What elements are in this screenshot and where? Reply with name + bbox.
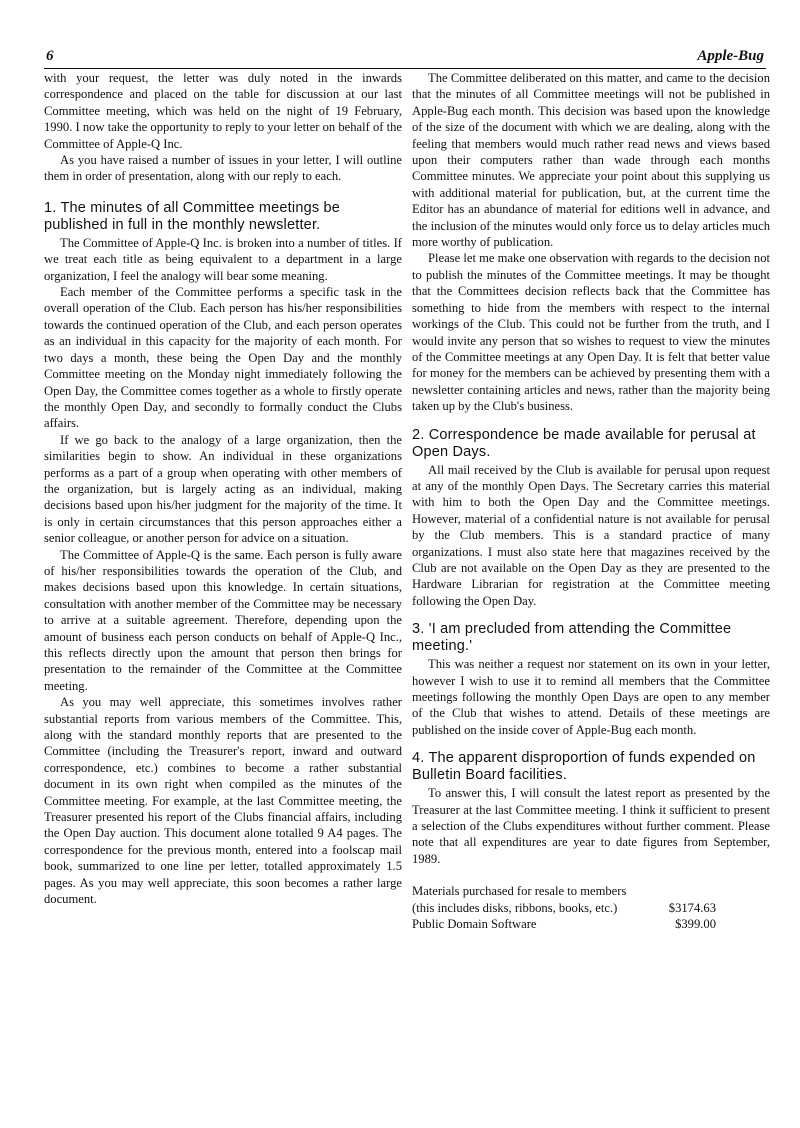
expenditure-amount: $399.00 — [675, 917, 716, 932]
expenditure-list — [412, 883, 770, 932]
expenditure-label: Public Domain Software — [412, 917, 537, 932]
section-heading: 2. Correspondence be made available for perusal at Open Days. — [412, 426, 756, 460]
paragraph: The Committee deliberated on this matter, and came to the decision that the minutes of all Committee meetings will not be published in Apple-Bug each month. This decision was based upon the knowledge of the size of the document with which we are dealing, along with the feeling that members would much rather read news and views based upon their computers rather than wade through each months Committee minutes. We appreciate your point about this supplying us with additional material for publication, but, at the current time the Editor has an abundance of material for editions well in advance, and the inclusion of the minutes would only force us to delay articles much more worthy of publication. — [412, 71, 770, 250]
expenditure-row — [412, 900, 770, 916]
expenditure-row — [412, 916, 770, 932]
section-heading: 1. The minutes of all Committee meetings be published in full in the monthly newsletter. — [44, 199, 341, 233]
paragraph: The Committee of Apple-Q Inc. is broken into a number of titles. If we treat each title as being equivalent to a department in a large organization, I feel the analogy will bear some meaning. — [44, 235, 402, 283]
paragraph: As you have raised a number of issues in your letter, I will outline them in order of presentation, along with our reply to each. — [44, 153, 402, 184]
section-heading: 4. The apparent disproportion of funds expended on Bulletin Board facilities. — [412, 750, 756, 784]
expenditure-amount: $3174.63 — [668, 900, 716, 915]
paragraph: The Committee of Apple-Q is the same. Each person is fully aware of his/her responsibilities towards the operation of the Club, and makes decisions based upon this knowledge. In certain situations, consultation with another member of the Committee may be necessary to arrive at a suitable agreement. Therefore, depending upon the amount of business each person conducts on behalf of Apple-Q Inc., this reflects directly upon the amount that person then brings for presentation to the remainder of the Committee at the Committee meeting. — [44, 547, 402, 693]
section-heading: 3. 'I am precluded from attending the Committee meeting.' — [412, 621, 732, 655]
paragraph: As you may well appreciate, this sometimes involves rather substantial reports from various members of the Committee. This, along with the standard monthly reports that are presented to the Committee (including the Treasurer's report, inward and outward correspondence, etc.) combines to become a rather substantial document in its own right when compiled as the minutes of the Committee meeting. For example, at the last Committee meeting, the Treasurer presented his report of the Clubs financial affairs, including the Open Day auction. This document alone totalled 9 A4 pages. The correspondence for the previous month, entered into a foolscap mail book, summarized to one line per letter, totalled approximately 1.5 pages. As you may well appreciate, this soon becomes a rather large document. — [44, 695, 402, 907]
paragraph: with your request, the letter was duly noted in the inwards correspondence and placed on the table for discussion at our last Committee meeting, which was held on the night of 19 February, 1990. I now take the opportunity to reply to your letter on behalf of the Committee of Apple-Q Inc. — [44, 71, 402, 151]
publication-title: Apple-Bug — [697, 48, 764, 64]
paragraph: If we go back to the analogy of a large organization, then the similarities begin to show. An individual in these organizations performs as a part of a group when operating with other members of the organization, but is largely acting as an individual, making decisions based upon his/her judgment for the majority of the time. It is only in certain circumstances that this person approaches either a senior colleague, or another person for advice on a situation. — [44, 432, 402, 546]
paragraph: This was neither a request nor statement on its own in your letter, however I wish to use it to remind all members that the Committee meetings following the monthly Open Days are open to any member of the Club that wishes to attend. Details of these meetings are published on the inside cover of Apple-Bug each month. — [412, 657, 770, 737]
page-number: 6 — [46, 48, 54, 64]
paragraph: Please let me make one observation with regards to the decision not to publish the minutes of the Committee meetings. It may be thought that the Committees decision reflects back that the Committee has something to hide from the members with respect to the internal workings of the Club. This could not be further from the truth, and I would invite any person that so wishes to request to view the minutes of the Committee meetings at any Open Day. It is felt that better value for money for the members can be achieved by presenting them with a newsletter containing articles and news, rather than the majority being taken up by the Club's business. — [412, 251, 770, 414]
page-header — [44, 46, 766, 69]
paragraph: All mail received by the Club is available for perusal upon request at any of the monthly Open Days. The Secretary carries this material with him to both the Open Day and the Committee meetings. However, material of a confidential nature is not available for perusal by the Club members. This is a standard practice of many organizations. I must also state here that magazines received by the Club are not available on the Open Day as they are presented to the Hardware Librarian for registration at the Committee meeting following the Open Day. — [412, 462, 770, 608]
paragraph: Each member of the Committee performs a specific task in the overall operation of the Club. Each person has his/her responsibilities towards the continued operation of the Club, and each person operates as an individual in this capacity for the majority of each month. For two days a month, these being the Open Day and the monthly Committee meeting on the Monday night immediately following the Open Day, the Committee comes together as a whole to firstly operate the monthly Open Day, and secondly to formally conduct the Clubs affairs. — [44, 285, 402, 431]
expenditure-label: (this includes disks, ribbons, books, etc.) — [412, 900, 618, 915]
left-column — [44, 70, 402, 908]
paragraph: To answer this, I will consult the latest report as presented by the Treasurer at the last Committee meeting. I think it sufficient to present a selection of the Clubs expenditures without further comment. Please note that all expenditures are year to date figures from September, 1989. — [412, 786, 770, 866]
expenditure-heading: Materials purchased for resale to members — [412, 884, 627, 899]
right-column — [412, 70, 770, 932]
